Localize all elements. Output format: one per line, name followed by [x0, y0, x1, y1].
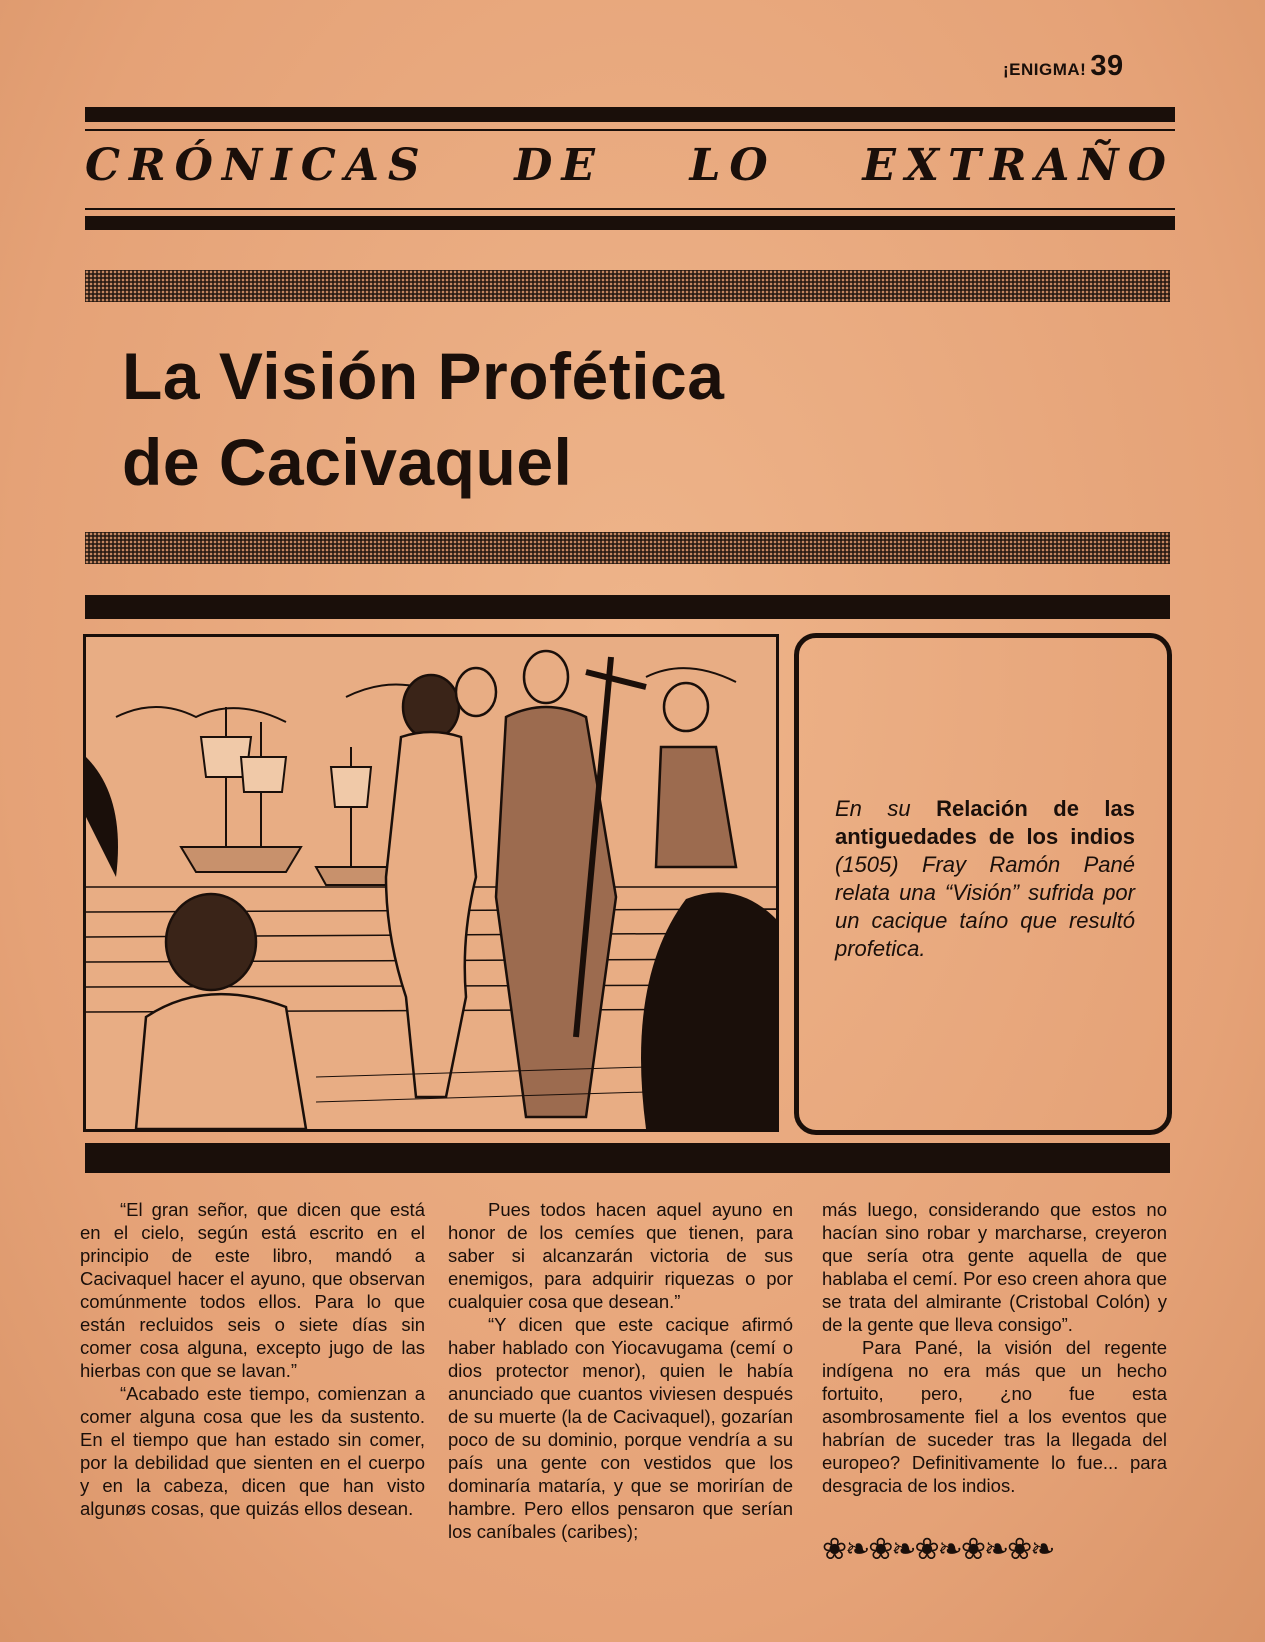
- paragraph: “El gran señor, que dicen que está en el cielo, según está escrito en el principio de este libro, mandó a Cacivaquel hacer el ayuno, que observan comúnmente todos ellos. Para lo que están recluidos seis o siete días sin comer cosa alguna, excepto jugo de las hierbas con que se lavan.”: [80, 1199, 425, 1381]
- section-rule-thin: [85, 208, 1175, 210]
- section-title-word: EXTRAÑO: [862, 140, 1175, 191]
- paragraph: “Acabado este tiempo, comienzan a comer alguna cosa que les da sustento. En el tiempo que han estado sin comer, por la debilidad que sienten en el cuerpo y en la cabeza, dicen que han visto algunøs cosas, que quizás ellos desean.: [80, 1383, 425, 1519]
- column-3: [822, 1198, 1167, 1497]
- ships: [181, 707, 396, 885]
- section-title: [85, 140, 1175, 191]
- top-rule-thin: [85, 129, 1175, 131]
- page-number: 39: [1090, 50, 1124, 82]
- paragraph: Para Pané, la visión del regente indígena no era más que un hecho fortuito, pero, ¿no fue esta asombrosamente fiel a los eventos que habrían de suceder tras la llegada del europeo? Definitivamente lo fue... para desgracia de los indios.: [822, 1337, 1167, 1496]
- sidebar-text-book-title: Relación de las antiguedades de los indios: [835, 796, 1135, 849]
- halftone-bar-bottom: [85, 532, 1170, 564]
- column-1: [80, 1198, 425, 1520]
- paragraph: Pues todos hacen aquel ayuno en honor de los cemíes que tienen, para saber si alcanzarán victoria de sus enemigos, para adquirir riquezas o por cualquier cosa que desean.”: [448, 1199, 793, 1312]
- illustration-drawing: [86, 637, 776, 1129]
- magazine-header: [1003, 50, 1124, 83]
- top-rule-thick: [85, 107, 1175, 122]
- headline: [122, 333, 724, 505]
- headline-line-1: La Visión Profética: [122, 339, 725, 413]
- headline-line-2: de Cacivaquel: [122, 425, 573, 499]
- column-2: [448, 1198, 793, 1543]
- illustration: [83, 634, 779, 1132]
- paragraph: “Y dicen que este cacique afirmó haber hablado con Yiocavugama (cemí o dios protector menor), quien le había anunciado que cuantos viviesen después de su muerte (la de Cacivaquel), gozarían poco de su dominio, porque vendría a su país una gente con vestidos que los dominaría mataría, y que se morirían de hambre. Pero ellos pensaron que serían los caníbales (caribes);: [448, 1314, 793, 1542]
- section-title-word: LO: [689, 140, 777, 191]
- section-title-word: DE: [514, 140, 604, 191]
- sidebar-text-intro: En su: [835, 796, 937, 821]
- end-ornament: ❀❧❀❧❀❧❀❧❀❧: [822, 1533, 1054, 1566]
- image-top-rule: [85, 595, 1170, 619]
- sidebar-text: [835, 795, 1135, 963]
- paragraph: más luego, considerando que estos no hacían sino robar y marcharse, creyeron que sería otra gente aquella de que hablaba el cemí. Por eso creen ahora que se trata del almirante (Cristobal Colón) y de la gente que lleva consigo”.: [822, 1199, 1167, 1335]
- section-title-word: CRÓNICAS: [85, 140, 429, 191]
- magazine-name: ¡ENIGMA!: [1003, 60, 1087, 79]
- image-bottom-rule: [85, 1143, 1170, 1173]
- halftone-bar-top: [85, 270, 1170, 302]
- section-rule-thick: [85, 216, 1175, 230]
- sidebar-text-body: (1505) Fray Ramón Pané relata una “Visión” sufrida por un cacique taíno que resultó profetica.: [835, 852, 1135, 961]
